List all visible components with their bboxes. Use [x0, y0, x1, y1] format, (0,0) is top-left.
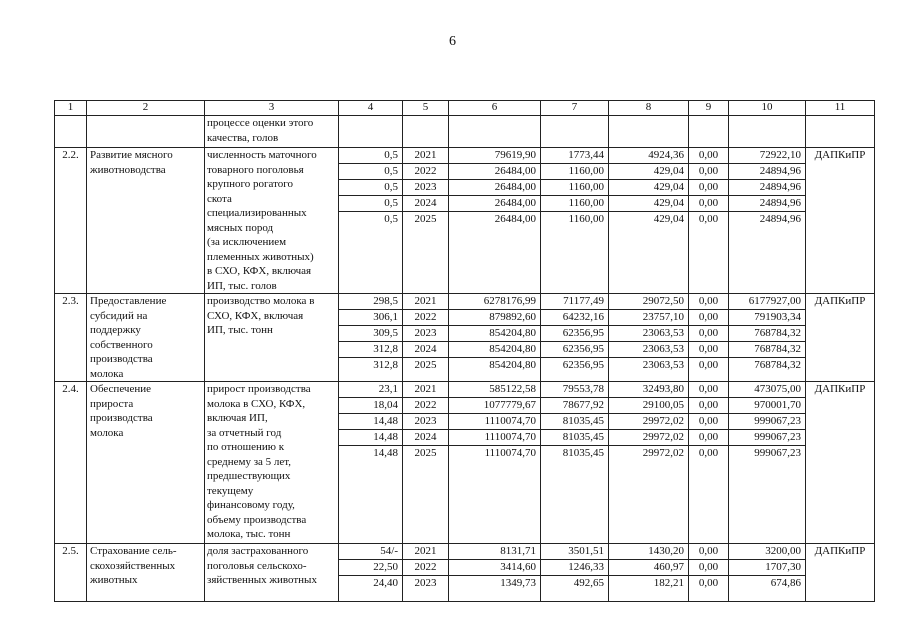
value-cell: 0,5	[339, 196, 402, 212]
text-line: Предоставление	[90, 295, 167, 307]
value-cell: 585122,58	[449, 382, 540, 398]
row-number: 2.2.	[55, 148, 87, 294]
value-cell: 0,00	[689, 414, 728, 430]
text-line: по отношению к	[207, 441, 285, 453]
value-cell: 460,97	[609, 560, 688, 576]
text-line: субсидий на	[90, 309, 148, 322]
value-cell: 14,48	[373, 447, 398, 459]
value-cell: 0,5	[339, 180, 402, 196]
col7-values	[541, 294, 609, 382]
value-cell: 674,86	[770, 577, 801, 589]
value-cell: 1160,00	[568, 213, 604, 225]
text-line: собственного	[90, 338, 153, 351]
value-cell: 473075,00	[729, 382, 805, 398]
value-cell: 71177,49	[541, 294, 608, 310]
value-cell: 22,50	[339, 560, 402, 576]
text-line: Развитие мясного	[90, 149, 173, 161]
col-header: 6	[449, 101, 541, 116]
col9-values	[689, 382, 729, 544]
col-header: 8	[609, 101, 689, 116]
value-cell: 1110074,70	[449, 430, 540, 446]
value-cell: 81035,45	[541, 430, 608, 446]
value-cell: 854204,80	[449, 342, 540, 358]
col-header: 2	[87, 101, 205, 116]
text-line: финансовому году,	[207, 499, 295, 511]
value-cell: 62356,95	[541, 326, 608, 342]
table-row	[55, 382, 875, 544]
value-cell: 29972,02	[609, 414, 688, 430]
value-cell: 2021	[403, 148, 448, 164]
value-cell: 79553,78	[541, 382, 608, 398]
value-cell: 2025	[414, 213, 437, 225]
value-cell: 29100,05	[609, 398, 688, 414]
indicator-cell	[205, 116, 339, 148]
value-cell: 1246,33	[541, 560, 608, 576]
value-cell: 26484,00	[449, 164, 540, 180]
executor-cell: ДАПКиПР	[806, 148, 875, 294]
value-cell: 62356,95	[541, 342, 608, 358]
value-cell: 2024	[403, 430, 448, 446]
col9-values	[689, 148, 729, 294]
value-cell: 2023	[403, 326, 448, 342]
row-number: 2.5.	[55, 544, 87, 602]
value-cell: 2025	[414, 447, 437, 459]
col8-values	[609, 382, 689, 544]
value-cell: 24894,96	[759, 213, 801, 225]
value-cell: 0,00	[689, 544, 728, 560]
text-line: производства	[90, 353, 153, 365]
value-cell: 24894,96	[729, 164, 805, 180]
col9-values	[689, 544, 729, 602]
text-line: молока	[90, 367, 124, 380]
value-cell: 4924,36	[609, 148, 688, 164]
value-cell: 24,40	[373, 577, 398, 589]
executor-cell: ДАПКиПР	[806, 382, 875, 544]
text-line: прироста	[90, 397, 134, 410]
text-line: скохозяйственных	[90, 559, 176, 572]
value-cell: 768784,32	[754, 359, 801, 371]
col4-values	[339, 294, 403, 382]
program-table	[54, 100, 875, 602]
text-line: молока, тыс. тонн	[207, 528, 291, 540]
col10-values	[729, 294, 806, 382]
text-line: скота	[207, 192, 232, 205]
value-cell: 0,00	[689, 148, 728, 164]
text-line: поддержку	[90, 324, 141, 336]
text-line: ИП, тыс. голов	[207, 279, 277, 292]
value-cell: 182,21	[653, 577, 684, 589]
value-cell: 1773,44	[541, 148, 608, 164]
text-line: Страхование сель-	[90, 545, 177, 557]
col6-values	[449, 544, 541, 602]
table-row	[55, 544, 875, 602]
col7-values	[541, 382, 609, 544]
text-line: ИП, тыс. тонн	[207, 324, 273, 336]
value-cell: 791903,34	[729, 310, 805, 326]
value-cell: 768784,32	[729, 326, 805, 342]
value-cell: 18,04	[339, 398, 402, 414]
value-cell: 0,00	[698, 213, 719, 225]
indicator-cell	[205, 382, 339, 544]
text-line: прирост производства	[207, 383, 311, 395]
year-values	[403, 544, 449, 602]
text-line: товарного поголовья	[207, 163, 304, 176]
table-header-row	[55, 101, 875, 116]
value-cell: 0,00	[689, 342, 728, 358]
value-cell: 2021	[403, 544, 448, 560]
value-cell: 1160,00	[541, 180, 608, 196]
value-cell: 0,00	[698, 359, 719, 371]
value-cell: 2022	[403, 164, 448, 180]
value-cell: 854204,80	[489, 359, 536, 371]
value-cell: 0,5	[384, 213, 398, 225]
value-cell: 23063,53	[642, 359, 684, 371]
value-cell: 81035,45	[541, 414, 608, 430]
text-line: численность маточного	[207, 149, 317, 161]
value-cell: 312,8	[373, 359, 398, 371]
page-number: 6	[449, 34, 456, 49]
col10-values	[729, 544, 806, 602]
value-cell: 1707,30	[729, 560, 805, 576]
value-cell: 29972,02	[642, 447, 684, 459]
value-cell: 306,1	[339, 310, 402, 326]
col-header: 4	[339, 101, 403, 116]
value-cell: 309,5	[339, 326, 402, 342]
value-cell: 0,00	[689, 164, 728, 180]
value-cell: 0,00	[689, 398, 728, 414]
text-line: мясных пород	[207, 221, 274, 234]
text-line: за отчетный год	[207, 426, 282, 439]
measure-name	[87, 148, 205, 294]
measure-name	[87, 294, 205, 382]
value-cell: 0,00	[698, 447, 719, 459]
text-line: зяйственных животных	[207, 574, 317, 586]
value-cell: 0,00	[689, 180, 728, 196]
value-cell: 2023	[403, 180, 448, 196]
year-values	[403, 148, 449, 294]
value-cell: 429,04	[653, 213, 684, 225]
value-cell: 854204,80	[449, 326, 540, 342]
value-cell: 0,00	[689, 196, 728, 212]
value-cell: 3414,60	[449, 560, 540, 576]
col6-values	[449, 382, 541, 544]
indicator-cell	[205, 148, 339, 294]
value-cell: 81035,45	[562, 447, 604, 459]
value-cell: 79619,90	[449, 148, 540, 164]
value-cell: 23,1	[339, 382, 402, 398]
col-header: 3	[205, 101, 339, 116]
value-cell: 8131,71	[449, 544, 540, 560]
text-line: Обеспечение	[90, 383, 151, 395]
value-cell: 2023	[414, 577, 437, 589]
value-cell: 54/-	[339, 544, 402, 560]
text-line: в СХО, КФХ, включая	[207, 265, 312, 277]
row-number: 2.4.	[55, 382, 87, 544]
value-cell: 26484,00	[494, 213, 536, 225]
row-number: 2.3.	[55, 294, 87, 382]
text-line: производство молока в	[207, 295, 315, 307]
text-line: доля застрахованного	[207, 545, 309, 557]
value-cell: 23757,10	[609, 310, 688, 326]
executor-cell: ДАПКиПР	[806, 544, 875, 602]
text-line: качества, голов	[207, 131, 279, 144]
col-header: 7	[541, 101, 609, 116]
value-cell: 14,48	[339, 430, 402, 446]
text-line: молока в СХО, КФХ,	[207, 397, 306, 410]
col7-values	[541, 148, 609, 294]
text-line: животных	[90, 574, 138, 586]
value-cell: 999067,23	[729, 414, 805, 430]
text-line: объему производства	[207, 513, 307, 526]
value-cell: 0,00	[698, 577, 719, 589]
value-cell: 62356,95	[562, 359, 604, 371]
text-line: СХО, КФХ, включая	[207, 309, 304, 322]
value-cell: 429,04	[609, 196, 688, 212]
measure-name	[87, 382, 205, 544]
value-cell: 312,8	[339, 342, 402, 358]
text-line: среднему за 5 лет,	[207, 455, 292, 468]
value-cell: 26484,00	[449, 196, 540, 212]
col-header: 11	[806, 101, 875, 116]
text-line: молока	[90, 426, 124, 439]
col-header: 10	[729, 101, 806, 116]
value-cell: 0,00	[689, 382, 728, 398]
value-cell: 29072,50	[609, 294, 688, 310]
col-header: 5	[403, 101, 449, 116]
text-line: животноводства	[90, 163, 166, 176]
col6-values	[449, 148, 541, 294]
col7-values	[541, 544, 609, 602]
table-body	[55, 148, 875, 602]
value-cell: 32493,80	[609, 382, 688, 398]
value-cell: 14,48	[339, 414, 402, 430]
value-cell: 768784,32	[729, 342, 805, 358]
col9-values	[689, 294, 729, 382]
col4-values	[339, 148, 403, 294]
value-cell: 3501,51	[541, 544, 608, 560]
value-cell: 0,00	[689, 430, 728, 446]
value-cell: 1349,73	[500, 577, 536, 589]
value-cell: 72922,10	[729, 148, 805, 164]
col8-values	[609, 544, 689, 602]
value-cell: 1430,20	[609, 544, 688, 560]
value-cell: 999067,23	[754, 447, 801, 459]
col10-values	[729, 148, 806, 294]
col10-values	[729, 382, 806, 544]
value-cell: 23063,53	[609, 342, 688, 358]
col6-values	[449, 294, 541, 382]
value-cell: 64232,16	[541, 310, 608, 326]
year-values	[403, 382, 449, 544]
value-cell: 78677,92	[541, 398, 608, 414]
text-line: поголовья сельскохо-	[207, 559, 307, 572]
value-cell: 2024	[403, 342, 448, 358]
value-cell: 0,00	[689, 310, 728, 326]
year-values	[403, 294, 449, 382]
table-row	[55, 148, 875, 294]
value-cell: 2022	[403, 310, 448, 326]
col-header: 1	[55, 101, 87, 116]
value-cell: 2024	[403, 196, 448, 212]
col8-values	[609, 294, 689, 382]
text-line: (за исключением	[207, 236, 287, 248]
value-cell: 1160,00	[541, 196, 608, 212]
value-cell: 1110074,70	[449, 414, 540, 430]
executor-cell: ДАПКиПР	[806, 294, 875, 382]
value-cell: 0,5	[339, 148, 402, 164]
value-cell: 24894,96	[729, 180, 805, 196]
measure-name	[87, 544, 205, 602]
table-row-continued	[55, 116, 875, 148]
value-cell: 0,00	[689, 326, 728, 342]
value-cell: 999067,23	[729, 430, 805, 446]
value-cell: 1160,00	[541, 164, 608, 180]
text-line: текущему	[207, 484, 254, 497]
value-cell: 6278176,99	[449, 294, 540, 310]
value-cell: 29972,02	[609, 430, 688, 446]
value-cell: 2023	[403, 414, 448, 430]
value-cell: 970001,70	[729, 398, 805, 414]
value-cell: 2022	[403, 398, 448, 414]
value-cell: 429,04	[609, 164, 688, 180]
text-line: специализированных	[207, 207, 307, 219]
value-cell: 26484,00	[449, 180, 540, 196]
value-cell: 0,00	[689, 294, 728, 310]
value-cell: 1110074,70	[484, 447, 536, 459]
value-cell: 3200,00	[729, 544, 805, 560]
value-cell: 429,04	[609, 180, 688, 196]
value-cell: 2021	[403, 382, 448, 398]
table-row	[55, 294, 875, 382]
col8-values	[609, 148, 689, 294]
value-cell: 1077779,67	[449, 398, 540, 414]
indicator-cell	[205, 544, 339, 602]
value-cell: 6177927,00	[729, 294, 805, 310]
value-cell: 24894,96	[729, 196, 805, 212]
col4-values	[339, 382, 403, 544]
text-line: процессе оценки этого	[207, 117, 314, 129]
value-cell: 23063,53	[609, 326, 688, 342]
value-cell: 2022	[403, 560, 448, 576]
value-cell: 298,5	[339, 294, 402, 310]
col4-values	[339, 544, 403, 602]
col-header: 9	[689, 101, 729, 116]
text-line: крупного рогатого	[207, 178, 293, 190]
indicator-cell	[205, 294, 339, 382]
value-cell: 0,00	[689, 560, 728, 576]
value-cell: 2021	[403, 294, 448, 310]
value-cell: 492,65	[573, 577, 604, 589]
value-cell: 2025	[414, 359, 437, 371]
text-line: предшествующих	[207, 470, 291, 482]
value-cell: 879892,60	[449, 310, 540, 326]
text-line: включая ИП,	[207, 412, 268, 424]
value-cell: 0,5	[339, 164, 402, 180]
text-line: производства	[90, 412, 153, 424]
text-line: племенных животных)	[207, 250, 314, 263]
